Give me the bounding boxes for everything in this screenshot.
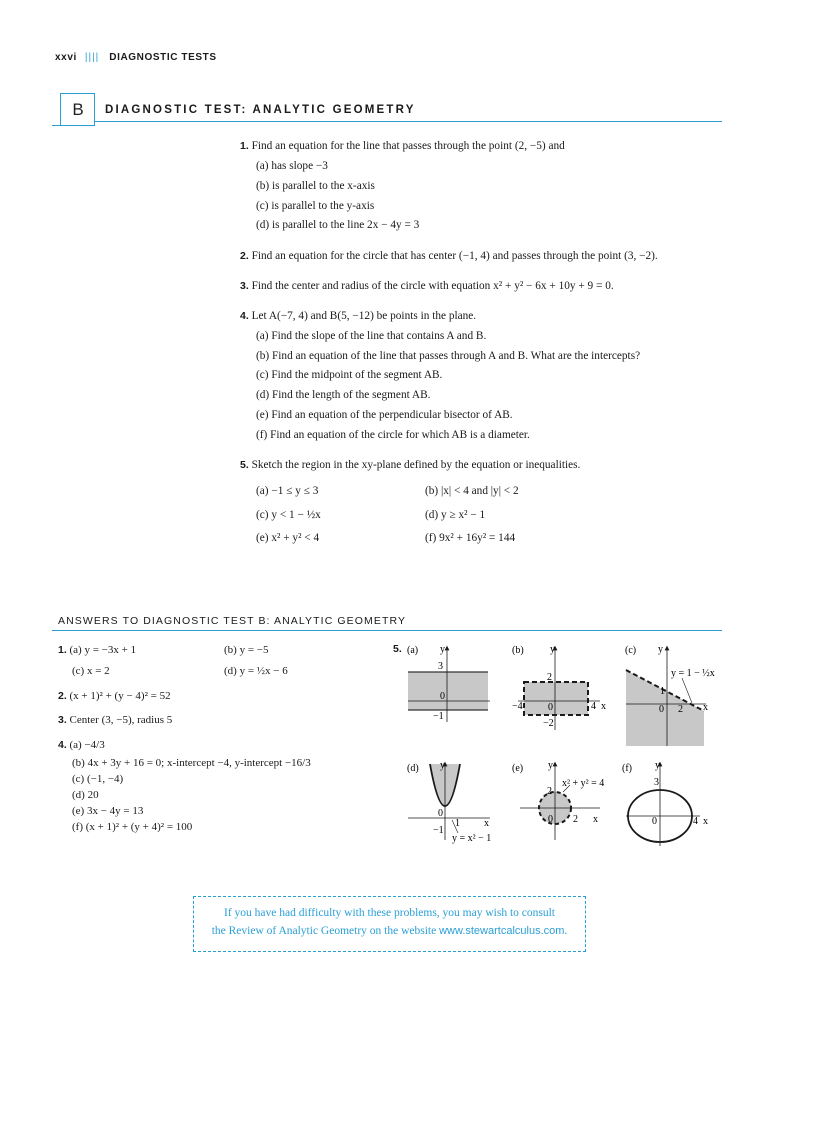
graph-b-y-label: y: [550, 644, 555, 655]
answer-1a: [58, 644, 136, 657]
problem-text: Find an equation for the line that passes through the point (2, −5) and: [251, 140, 565, 152]
graph-a-y-label: y: [440, 644, 445, 655]
graph-b-tick: 2: [547, 672, 552, 683]
problem-3: [240, 279, 614, 293]
answer-4e: (e) 3x − 4y = 13: [72, 805, 144, 817]
problem-number: 1.: [240, 140, 249, 152]
problem-1b: (b) is parallel to the x-axis: [256, 180, 375, 192]
graph-e-curve-label: x² + y² = 4: [562, 778, 605, 789]
graph-e-label: (e): [512, 763, 524, 774]
problem-number: 4.: [240, 310, 249, 322]
graph-b: [512, 644, 606, 730]
graph-b-x-label: x: [601, 701, 606, 712]
graph-c-region: [626, 670, 704, 746]
answer-4d: (d) 20: [72, 789, 99, 801]
graph-a-tick: 3: [438, 661, 443, 672]
graph-d-label: (d): [407, 763, 419, 774]
problem-1a: (a) has slope −3: [256, 160, 328, 172]
problem-4a: (a) Find the slope of the line that contains A and B.: [256, 330, 487, 342]
problem-4e: (e) Find an equation of the perpendicular bisector of AB.: [256, 409, 513, 421]
section-title: DIAGNOSTIC TEST: ANALYTIC GEOMETRY: [105, 104, 416, 116]
graph-c: [625, 644, 715, 746]
info-line-1: If you have had difficulty with these problems, you may wish to consult: [224, 907, 555, 919]
answer-1c: (c) x = 2: [72, 665, 110, 677]
graph-c-tick: 0: [659, 704, 664, 715]
answer-number: 5.: [393, 643, 402, 655]
graph-c-tick: 1: [660, 686, 665, 697]
problem-4b: (b) Find an equation of the line that passes through A and B. What are the intercepts?: [256, 350, 641, 362]
problem-text: Sketch the region in the xy-plane defined by the equation or inequalities.: [251, 459, 581, 471]
running-header: [55, 52, 217, 63]
graph-a-tick: −1: [433, 711, 444, 722]
graph-c-y-label: y: [658, 644, 663, 655]
answers-title: ANSWERS TO DIAGNOSTIC TEST B: ANALYTIC GEOMETRY: [58, 615, 407, 627]
graph-d-x-label: x: [484, 818, 489, 829]
problem-1d: (d) is parallel to the line 2x − 4y = 3: [256, 219, 420, 231]
problem-1c: (c) is parallel to the y-axis: [256, 200, 375, 212]
graph-f-y-label: y: [655, 760, 660, 771]
graph-e: [512, 760, 604, 840]
graph-a: [407, 644, 490, 722]
graph-f-label: (f): [622, 763, 632, 774]
answer-number: 1.: [58, 644, 67, 656]
problem-5a: (a) −1 ≤ y ≤ 3: [256, 485, 319, 497]
header-bars-ornament: ||||: [84, 52, 100, 63]
problem-5: [240, 458, 580, 472]
graph-c-label: (c): [625, 645, 637, 656]
graph-c-curve-label: y = 1 − ½x: [671, 668, 715, 679]
problem-4f: (f) Find an equation of the circle for which AB is a diameter.: [256, 429, 530, 441]
problem-text: Let A(−7, 4) and B(5, −12) be points in the plane.: [251, 310, 477, 322]
graph-e-y-label: y: [548, 760, 553, 771]
graph-e-tick: 0: [548, 814, 553, 825]
graph-d-curve-label: y = x² − 1: [452, 833, 492, 844]
problem-5f: (f) 9x² + 16y² = 144: [425, 532, 516, 544]
graph-e-tick: 2: [573, 814, 578, 825]
problem-5b: (b) |x| < 4 and |y| < 2: [425, 485, 519, 497]
title-rule: [95, 121, 722, 122]
graph-e-x-label: x: [593, 814, 598, 825]
problem-5d: (d) y ≥ x² − 1: [425, 509, 486, 521]
graph-b-tick: 0: [548, 702, 553, 713]
problem-5c: (c) y < 1 − ½x: [256, 509, 321, 521]
answer-2: [58, 690, 171, 703]
answer-1b: (b) y = −5: [224, 644, 269, 656]
problem-5e: (e) x² + y² < 4: [256, 532, 320, 544]
info-line-2: [194, 925, 585, 937]
problem-4d: (d) Find the length of the segment AB.: [256, 389, 431, 401]
answer-4b: (b) 4x + 3y + 16 = 0; x-intercept −4, y-intercept −16/3: [72, 757, 311, 769]
problem-4c: (c) Find the midpoint of the segment AB.: [256, 369, 443, 381]
graph-c-x-label: x: [703, 702, 708, 713]
graph-d: [407, 760, 491, 844]
graph-a-region: [408, 672, 488, 710]
answer-4f: (f) (x + 1)² + (y + 4)² = 100: [72, 821, 193, 833]
answers-rule: [52, 630, 722, 631]
graph-a-label: (a): [407, 645, 419, 656]
problem-4: [240, 309, 476, 323]
answer-text: Center (3, −5), radius 5: [69, 714, 173, 726]
answer-number: 2.: [58, 690, 67, 702]
graph-d-y-label: y: [440, 760, 445, 771]
problem-2: [240, 249, 658, 263]
problem-number: 2.: [240, 250, 249, 262]
answer-4c: (c) (−1, −4): [72, 773, 124, 785]
answer-number: 4.: [58, 739, 67, 751]
graph-f-x-label: x: [703, 816, 708, 827]
graph-b-tick: −2: [543, 718, 554, 729]
info-line-2-text: the Review of Analytic Geometry on the website: [211, 925, 437, 937]
problem-text: Find an equation for the circle that has center (−1, 4) and passes through the point (3, −2).: [251, 250, 658, 262]
section-letter: B: [72, 100, 84, 119]
answer-4a: [58, 739, 105, 752]
answer-number: 3.: [58, 714, 67, 726]
graph-f-tick: 4: [693, 816, 698, 827]
answer-5-graphs: [400, 640, 725, 850]
graph-d-tick: −1: [433, 825, 444, 836]
graph-f: [622, 760, 708, 846]
website-link[interactable]: www.stewartcalculus.com: [439, 925, 565, 937]
page-number: xxvi: [55, 52, 77, 63]
answer-text: (a) y = −3x + 1: [69, 644, 137, 656]
graph-d-tick: 1: [455, 818, 460, 829]
graph-b-label: (b): [512, 645, 524, 656]
graph-d-tick: 0: [438, 808, 443, 819]
section-letter-box: [60, 93, 95, 126]
graph-b-tick: 4: [591, 701, 596, 712]
graph-e-tick: 2: [547, 786, 552, 797]
graph-a-tick: 0: [440, 691, 445, 702]
info-box: [193, 896, 586, 952]
problem-1: [240, 139, 565, 153]
graph-c-tick: 2: [678, 704, 683, 715]
answer-3: [58, 714, 172, 727]
header-section: DIAGNOSTIC TESTS: [109, 52, 217, 63]
answer-text: (x + 1)² + (y − 4)² = 52: [69, 690, 171, 702]
info-line-2-end: .: [564, 925, 568, 937]
section-box-underline: [52, 125, 95, 126]
problem-text: Find the center and radius of the circle with equation x² + y² − 6x + 10y + 9 = 0.: [251, 280, 614, 292]
answer-text: (a) −4/3: [69, 739, 105, 751]
graph-b-region: [524, 682, 588, 715]
graph-f-tick: 0: [652, 816, 657, 827]
problem-number: 5.: [240, 459, 249, 471]
graph-b-tick: −4: [512, 701, 523, 712]
graph-f-tick: 3: [654, 777, 659, 788]
problem-number: 3.: [240, 280, 249, 292]
answer-1d: (d) y = ½x − 6: [224, 665, 288, 677]
